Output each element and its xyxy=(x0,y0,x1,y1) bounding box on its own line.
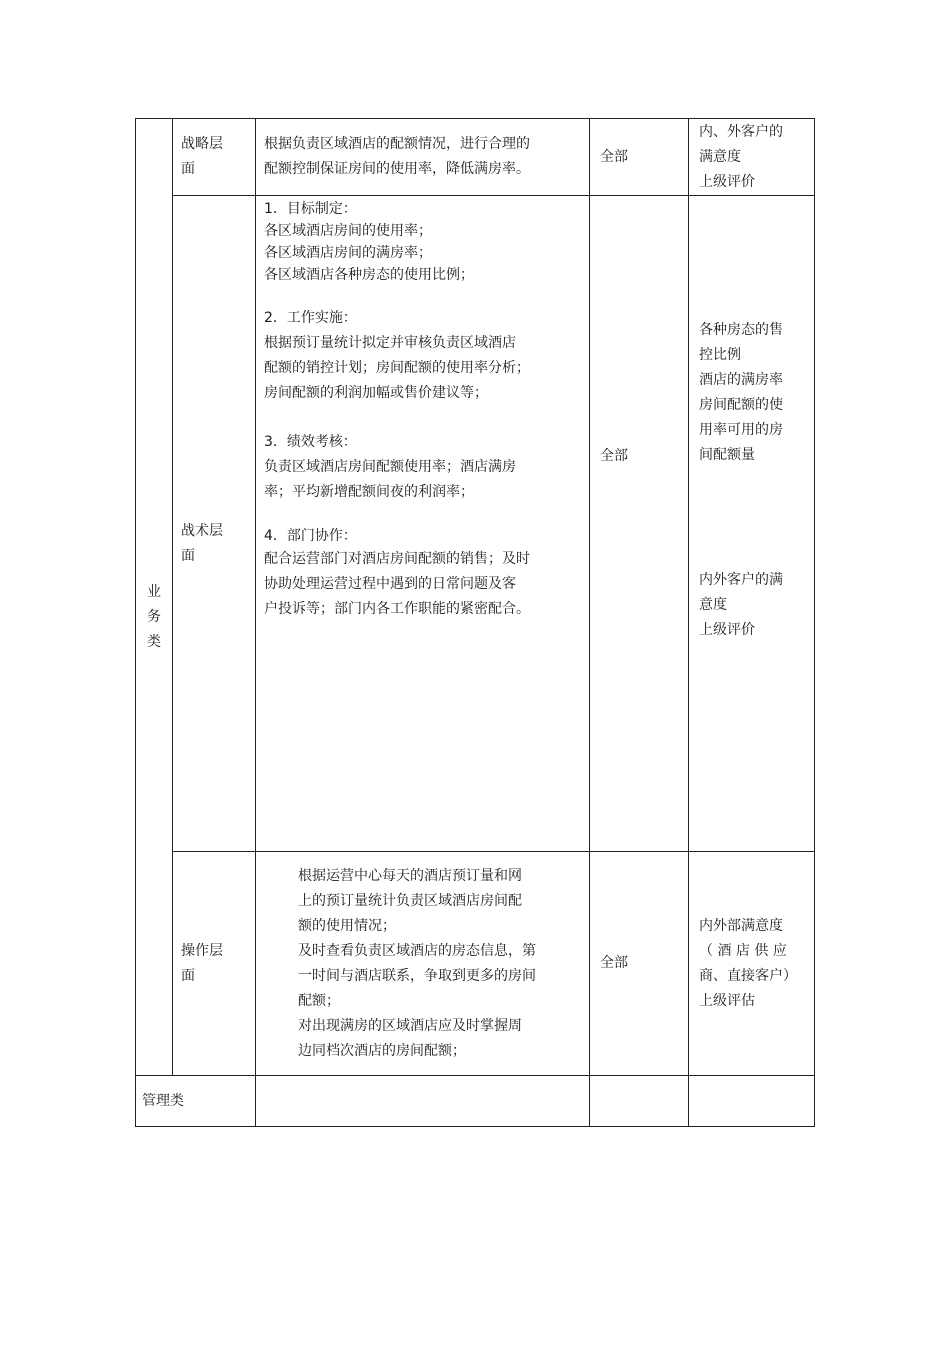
content-line: 根据负责区域酒店的配额情况，进行合理的 xyxy=(264,136,530,152)
content-line: 对出现满房的区域酒店应及时掌握周 xyxy=(298,1017,522,1034)
metric-line: 上级评估 xyxy=(699,992,755,1009)
metric-char: （ xyxy=(699,942,713,959)
metric-line: 满意度 xyxy=(699,148,741,165)
metric-line: 商、直接客户） xyxy=(699,967,797,984)
metric-char: 酒 xyxy=(717,942,732,959)
metric-line: 房间配额的使 xyxy=(699,397,783,413)
metric-line: 酒店的满房率 xyxy=(699,372,783,388)
content-line: 根据运营中心每天的酒店预订量和网 xyxy=(298,867,522,884)
level-label-line: 面 xyxy=(181,967,195,984)
category-char: 业 xyxy=(147,583,161,600)
metric-line: 用率可用的房 xyxy=(699,422,783,438)
metric-line: 各种房态的售 xyxy=(699,322,783,338)
scope-operational-cell: 全部 xyxy=(590,852,689,1076)
category-business-cell xyxy=(136,119,173,1076)
level-label-line: 战术层 xyxy=(181,522,223,539)
metric-char: 店 xyxy=(735,942,750,959)
level-label-line: 面 xyxy=(181,547,195,564)
metric-line: 内外客户的满 xyxy=(699,572,783,588)
row-management xyxy=(136,1076,815,1127)
section-heading: 3．绩效考核： xyxy=(264,434,357,450)
metric-line: 上级评价 xyxy=(699,622,755,638)
row-tactical xyxy=(136,196,815,852)
category-char: 类 xyxy=(147,633,161,650)
section-heading: 2．工作实施： xyxy=(264,310,357,326)
content-line: 配额； xyxy=(298,992,340,1009)
metric-justified-line xyxy=(699,939,809,964)
section-heading: 4．部门协作： xyxy=(264,528,357,544)
level-label-line: 操作层 xyxy=(181,942,223,959)
metric-operational-cell xyxy=(689,852,815,1076)
spacer xyxy=(264,286,589,306)
content-line: 及时查看负责区域酒店的房态信息，第 xyxy=(298,942,536,959)
content-management-cell xyxy=(256,1076,590,1127)
content-line: 配额的销控计划；房间配额的使用率分析； xyxy=(264,360,530,376)
content-line: 各区域酒店房间的满房率； xyxy=(264,245,432,261)
metric-line: 内外部满意度 xyxy=(699,917,783,934)
category-management-cell: 管理类 xyxy=(136,1076,256,1127)
content-line: 率；平均新增配额间夜的利润率； xyxy=(264,484,474,500)
content-line: 配合运营部门对酒店房间配额的销售；及时 xyxy=(264,551,530,567)
content-line: 一时间与酒店联系，争取到更多的房间 xyxy=(298,967,536,984)
row-operational xyxy=(136,852,815,1076)
metric-line: 间配额量 xyxy=(699,447,755,463)
content-line: 配额控制保证房间的使用率，降低满房率。 xyxy=(264,161,530,177)
metric-line: 意度 xyxy=(699,597,727,613)
metric-tactical-cell xyxy=(689,196,815,852)
metric-char: 供 xyxy=(754,942,769,959)
content-operational-cell xyxy=(256,852,590,1076)
metric-strategic-cell xyxy=(689,119,815,196)
level-operational-cell xyxy=(173,852,256,1076)
content-strategic-cell xyxy=(256,119,590,196)
metric-line: 内、外客户的 xyxy=(699,123,783,140)
scope-strategic-cell: 全部 xyxy=(590,119,689,196)
metric-management-cell xyxy=(689,1076,815,1127)
scope-management-cell xyxy=(590,1076,689,1127)
content-line: 上的预订量统计负责区域酒店房间配 xyxy=(298,892,522,909)
level-strategic-cell xyxy=(173,119,256,196)
content-line: 协助处理运营过程中遇到的日常问题及客 xyxy=(264,576,516,592)
content-line: 根据预订量统计拟定并审核负责区域酒店 xyxy=(264,335,516,351)
content-line: 户投诉等；部门内各工作职能的紧密配合。 xyxy=(264,601,530,617)
content-line: 边同档次酒店的房间配额； xyxy=(298,1042,466,1059)
row-strategic xyxy=(136,119,815,196)
scope-tactical-cell: 全部 xyxy=(590,196,689,852)
content-tactical-cell xyxy=(256,196,590,852)
spacer xyxy=(699,468,808,568)
content-line: 额的使用情况； xyxy=(298,917,396,934)
content-line: 各区域酒店各种房态的使用比例； xyxy=(264,267,474,283)
metric-line: 上级评价 xyxy=(699,173,755,190)
content-line: 负责区域酒店房间配额使用率；酒店满房 xyxy=(264,459,516,475)
level-label-line: 面 xyxy=(181,161,195,177)
content-line: 房间配额的利润加幅或售价建议等； xyxy=(264,385,488,401)
content-line: 各区域酒店房间的使用率； xyxy=(264,223,432,239)
spacer xyxy=(264,505,589,525)
metric-char: 应 xyxy=(772,942,787,959)
category-char: 务 xyxy=(147,608,161,625)
section-heading: 1．目标制定： xyxy=(264,201,357,217)
spacer xyxy=(264,406,589,430)
metric-line: 控比例 xyxy=(699,347,741,363)
job-responsibility-table xyxy=(135,118,815,1127)
level-label-line: 战略层 xyxy=(181,136,223,152)
level-tactical-cell xyxy=(173,196,256,852)
